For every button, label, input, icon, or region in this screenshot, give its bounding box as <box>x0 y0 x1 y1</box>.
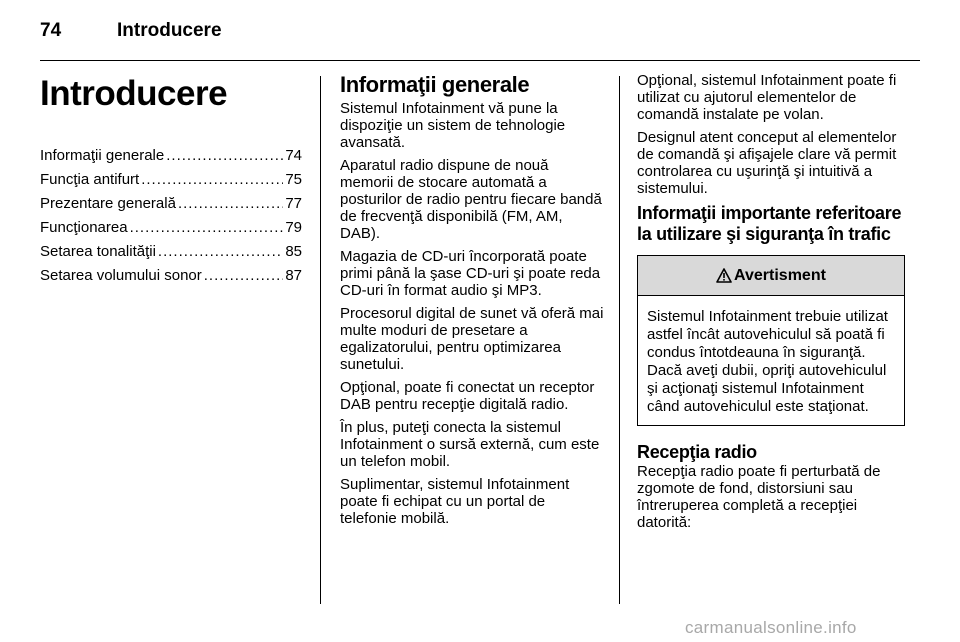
toc-entry-page: 74 <box>285 147 302 164</box>
paragraph: Designul atent conceput al elementelor de comandă şi afişajele clare vă permit controlarea cu uşurinţă şi intuitivă a sistemului. <box>637 129 897 197</box>
paragraph: Suplimentar, sistemul Infotainment poate fi echipat cu un portal de telefonie mobilă. <box>340 476 570 527</box>
toc-entry-page: 87 <box>285 267 302 284</box>
column-divider-2 <box>619 76 620 604</box>
table-of-contents <box>40 146 302 286</box>
toc-leader-dots <box>141 170 283 190</box>
section-heading-radio: Recepţia radio <box>637 442 757 462</box>
toc-entry-page: 79 <box>285 219 302 236</box>
paragraph: Magazia de CD-uri încorporată poate primi până la şase CD-uri şi poate reda CD-uri în format audio şi MP3. <box>340 248 601 299</box>
column-divider-1 <box>320 76 321 604</box>
toc-entry-label: Informaţii generale <box>40 147 165 164</box>
toc-entry-page: 77 <box>285 195 302 212</box>
toc-entry-label: Funcţionarea <box>40 219 128 236</box>
toc-entry[interactable] <box>40 266 302 286</box>
section-heading-general: Informaţii generale <box>340 72 530 97</box>
toc-entry-page: 75 <box>285 171 302 188</box>
toc-entry-page: 85 <box>285 243 302 260</box>
toc-entry-label: Setarea volumului sonor <box>40 267 202 284</box>
column-2 <box>340 72 604 533</box>
watermark: carmanualsonline.info <box>685 618 857 637</box>
paragraph: Recepţia radio poate fi perturbată de zgomote de fond, distorsiuni sau întreruperea completă a recepţiei datorită: <box>637 463 881 531</box>
page-number: 74 <box>40 20 62 41</box>
toc-entry-label: Funcţia antifurt <box>40 171 140 188</box>
warning-title: Avertisment <box>734 266 826 284</box>
warning-triangle-icon <box>716 268 732 283</box>
header-divider <box>40 60 920 61</box>
toc-leader-dots <box>166 146 283 166</box>
chapter-title: Introducere <box>40 74 228 113</box>
paragraph: Aparatul radio dispune de nouă memorii de stocare automată a posturilor de radio pentru fiecare bandă de frecvenţă disponibilă (FM, AM, DAB). <box>340 157 602 242</box>
warning-box <box>637 255 905 426</box>
column-1 <box>40 72 302 290</box>
toc-entry[interactable] <box>40 218 302 238</box>
toc-leader-dots <box>158 242 283 262</box>
toc-leader-dots <box>204 266 284 286</box>
paragraph: Opţional, poate fi conectat un receptor DAB pentru recepţie digitală radio. <box>340 379 595 413</box>
toc-entry[interactable] <box>40 146 302 166</box>
toc-entry[interactable] <box>40 170 302 190</box>
toc-entry[interactable] <box>40 242 302 262</box>
warning-header <box>638 256 904 296</box>
toc-entry-label: Setarea tonalităţii <box>40 243 156 260</box>
warning-text: Sistemul Infotainment trebuie utilizat astfel încât autovehiculul să poată fi condus întotdeauna în siguranţă. Dacă aveţi dubii, opriţi autovehiculul şi acţionaţi sistemul Infotainment când autovehiculul este staţionat. <box>647 308 888 415</box>
toc-leader-dots <box>178 194 283 214</box>
paragraph: În plus, puteţi conecta la sistemul Infotainment o sursă externă, cum este un telefon mobil. <box>340 419 600 470</box>
column-3 <box>637 72 905 537</box>
toc-entry-label: Prezentare generală <box>40 195 176 212</box>
paragraph: Sistemul Infotainment vă pune la dispoziţie un sistem de tehnologie avansată. <box>340 100 566 151</box>
toc-entry[interactable] <box>40 194 302 214</box>
paragraph: Procesorul digital de sunet vă oferă mai multe moduri de presetare a egalizatorului, pentru optimizarea sunetului. <box>340 305 604 373</box>
running-title: Introducere <box>117 20 222 41</box>
section-heading-safety: Informaţii importante referitoare la utilizare şi siguranţa în trafic <box>637 203 902 244</box>
toc-leader-dots <box>130 218 284 238</box>
paragraph: Opţional, sistemul Infotainment poate fi utilizat cu ajutorul elementelor de comandă instalate pe volan. <box>637 72 897 123</box>
